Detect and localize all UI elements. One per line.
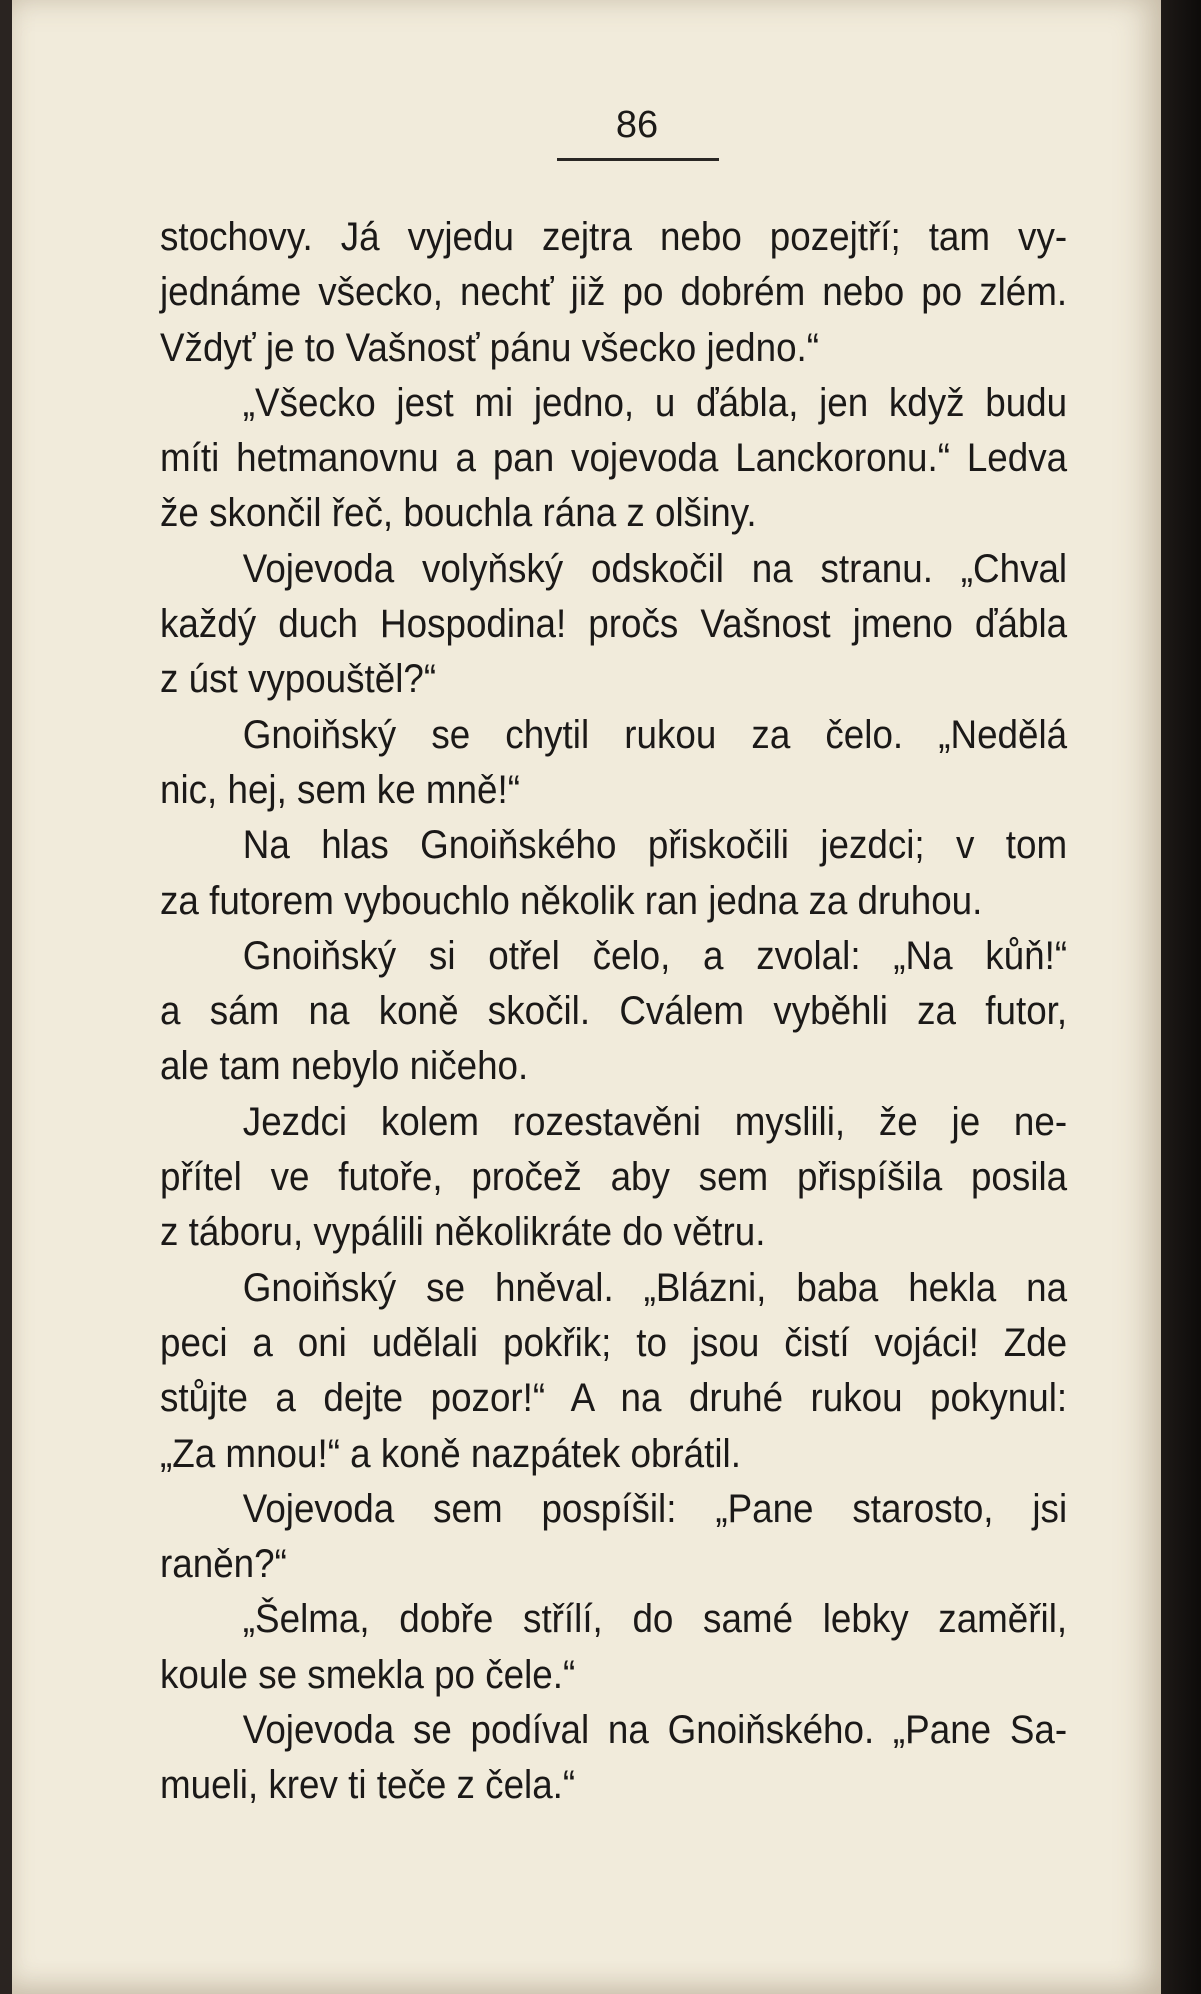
text-line: z úst vypouštěl?“ [160, 657, 437, 702]
book-page [12, 0, 1162, 1994]
header-rule [557, 158, 719, 161]
text-line: každý duch Hospodina! pročs Vašnost jmeno ďábla [160, 602, 1068, 647]
text-line: Gnoiňský si otřel čelo, a zvolal: „Na kůň!“ [242, 933, 1068, 978]
body-text [160, 210, 1067, 1814]
text-line: koule se smekla po čele.“ [160, 1652, 576, 1697]
text-line: Vždyť je to Vašnosť pánu všecko jedno.“ [160, 325, 820, 370]
text-line: za futorem vybouchlo několik ran jedna za druhou. [160, 878, 983, 923]
text-line: stůjte a dejte pozor!“ A na druhé rukou pokynul: [160, 1376, 1068, 1421]
book-edge [1161, 0, 1201, 1994]
text-line: Gnoiňský se hněval. „Blázni, baba hekla na [242, 1265, 1068, 1310]
text-line: mueli, krev ti teče z čela.“ [160, 1763, 576, 1808]
text-line: nic, hej, sem ke mně!“ [160, 767, 520, 812]
text-line: stochovy. Já vyjedu zejtra nebo pozejtří; tam vy- [160, 215, 1068, 259]
text-line: Vojevoda sem pospíšil: „Pane starosto, jsi [242, 1486, 1068, 1531]
text-line: Gnoiňský se chytil rukou za čelo. „Nedělá [242, 712, 1068, 757]
text-line: Na hlas Gnoiňského přiskočili jezdci; v tom [242, 823, 1068, 868]
text-line: raněn?“ [160, 1542, 287, 1587]
text-line: ale tam nebylo ničeho. [160, 1044, 529, 1089]
text-line: míti hetmanovnu a pan vojevoda Lanckoronu.“ Ledva [160, 436, 1068, 481]
text-line: přítel ve futoře, pročež aby sem přispíšila posila [160, 1155, 1068, 1200]
text-line: z táboru, vypálili několikráte do větru. [160, 1210, 766, 1255]
text-line: „Všecko jest mi jedno, u ďábla, jen když budu [242, 380, 1068, 425]
text-line: a sám na koně skočil. Cválem vyběhli za futor, [160, 989, 1068, 1034]
page-number: 86 [615, 104, 659, 146]
text-line: Vojevoda se podíval na Gnoiňského. „Pane Sa- [242, 1708, 1068, 1753]
text-line: „Šelma, dobře střílí, do samé lebky zaměřil, [242, 1597, 1068, 1642]
text-line: jednáme všecko, nechť již po dobrém nebo po zlém. [160, 270, 1068, 315]
text-line: peci a oni udělali pokřik; to jsou čistí vojáci! Zde [160, 1320, 1068, 1365]
text-line: Vojevoda volyňský odskočil na stranu. „Chval [242, 546, 1068, 591]
text-line: Jezdci kolem rozestavěni myslili, že je ne- [242, 1099, 1068, 1144]
text-line: „Za mnou!“ a koně nazpátek obrátil. [160, 1431, 741, 1476]
text-line: že skončil řeč, bouchla rána z olšiny. [160, 491, 757, 536]
